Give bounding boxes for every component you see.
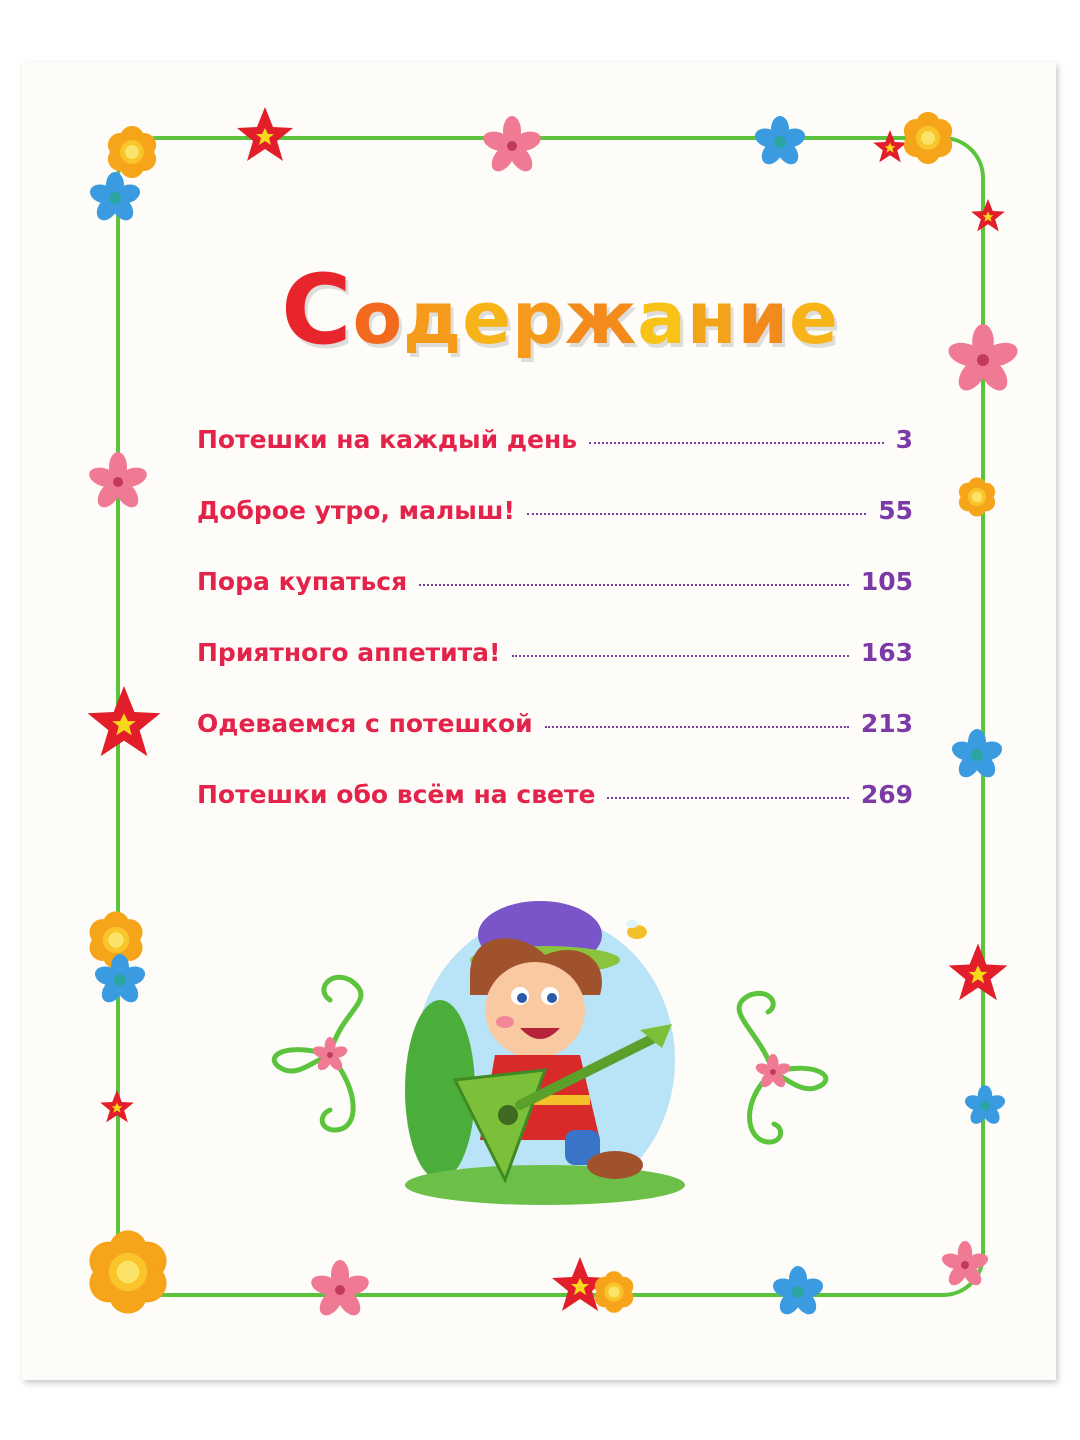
red-flower-icon xyxy=(971,199,1005,231)
toc-entry-page: 3 xyxy=(895,425,913,454)
title-letter: а xyxy=(637,276,687,360)
title-letter: е xyxy=(789,276,839,360)
toc-entry-page: 213 xyxy=(860,709,913,738)
toc-entry-title: Доброе утро, малыш! xyxy=(197,496,515,525)
table-of-contents xyxy=(197,425,913,851)
blue-flower-icon xyxy=(752,116,807,168)
pink-flower-icon xyxy=(311,1037,349,1073)
orange-flower-icon xyxy=(591,1271,637,1313)
title-letter: е xyxy=(462,276,513,360)
orange-flower-icon xyxy=(956,478,999,517)
orange-flower-icon xyxy=(82,1230,173,1313)
title-letter: н xyxy=(686,276,738,360)
pink-flower-icon xyxy=(309,1260,372,1320)
title-letter: и xyxy=(737,276,790,360)
toc-entry[interactable] xyxy=(197,638,913,709)
dot-leader xyxy=(545,726,849,728)
toc-entry-title: Пора купаться xyxy=(197,567,408,596)
title-letter: р xyxy=(512,276,565,360)
toc-entry-title: Потешки обо всём на свете xyxy=(197,780,596,809)
dot-leader xyxy=(512,655,848,657)
red-flower-icon xyxy=(873,130,907,162)
toc-entry[interactable] xyxy=(197,425,913,496)
dot-leader xyxy=(527,513,866,515)
toc-entry[interactable] xyxy=(197,567,913,638)
orange-flower-icon xyxy=(103,126,160,178)
toc-entry-page: 163 xyxy=(860,638,913,667)
toc-entry[interactable] xyxy=(197,496,913,567)
blue-flower-icon xyxy=(949,729,1004,781)
toc-entry[interactable] xyxy=(197,709,913,780)
red-flower-icon xyxy=(88,686,161,756)
toc-entry-page: 105 xyxy=(860,567,913,596)
toc-entry-title: Одеваемся с потешкой xyxy=(197,709,533,738)
title-letter: д xyxy=(403,276,463,360)
dot-leader xyxy=(607,797,848,799)
red-flower-icon xyxy=(237,107,293,161)
red-flower-icon xyxy=(949,944,1008,1001)
dot-leader xyxy=(419,584,849,586)
orange-flower-icon xyxy=(899,112,956,164)
toc-entry[interactable] xyxy=(197,780,913,851)
toc-entry-page: 55 xyxy=(878,496,913,525)
pink-flower-icon xyxy=(481,116,544,176)
toc-entry-page: 269 xyxy=(860,780,913,809)
blue-flower-icon xyxy=(770,1266,825,1318)
blue-flower-icon xyxy=(87,172,142,224)
title-letter: ж xyxy=(564,276,638,360)
title-letter: о xyxy=(352,276,404,360)
boy-balalaika-illustration xyxy=(405,901,685,1205)
title-letter: С xyxy=(281,254,353,366)
toc-entry-title: Потешки на каждый день xyxy=(197,425,578,454)
page-title xyxy=(250,250,870,370)
dot-leader xyxy=(589,442,884,444)
toc-entry-title: Приятного аппетита! xyxy=(197,638,501,667)
